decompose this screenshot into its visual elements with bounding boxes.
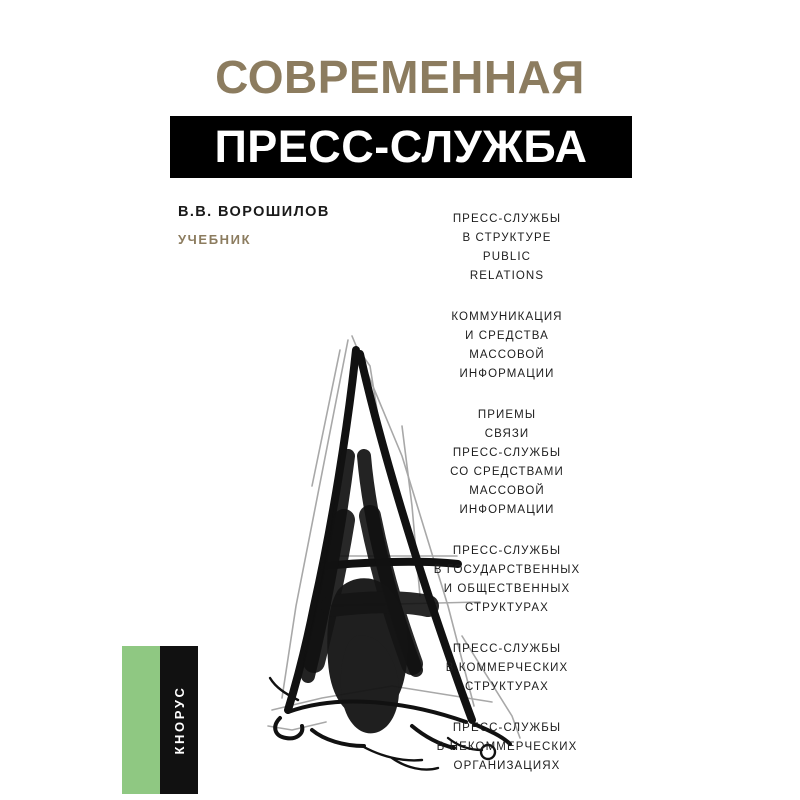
contents-line: СТРУКТУРАХ: [465, 602, 549, 614]
contents-line: В НЕКОММЕРЧЕСКИХ: [436, 741, 578, 753]
book-cover: [122, 6, 678, 794]
contents-line: СВЯЗИ: [484, 428, 530, 440]
contents-group: [372, 719, 642, 776]
contents-line: ПРЕСС-СЛУЖБЫ: [452, 722, 562, 734]
contents-line: RELATIONS: [469, 270, 545, 282]
contents-line: КОММУНИКАЦИЯ: [451, 311, 563, 323]
spine-accent-block: [122, 646, 160, 794]
contents-line: ПРЕСС-СЛУЖБЫ: [452, 447, 562, 459]
book-title-main: СОВРЕМЕННАЯ: [215, 51, 585, 103]
contents-line: В СТРУКТУРЕ: [462, 232, 552, 244]
contents-group: [372, 308, 642, 384]
book-author: В.В. ВОРОШИЛОВ: [178, 204, 330, 220]
contents-line: ПРЕСС-СЛУЖБЫ: [452, 213, 562, 225]
contents-line: ПРЕСС-СЛУЖБЫ: [452, 643, 562, 655]
contents-line: ПРЕСС-СЛУЖБЫ: [452, 545, 562, 557]
book-edition-label: УЧЕБНИК: [178, 232, 252, 247]
contents-line: МАССОВОЙ: [469, 349, 545, 361]
contents-line: И ОБЩЕСТВЕННЫХ: [443, 583, 571, 595]
contents-line: В КОММЕРЧЕСКИХ: [445, 662, 569, 674]
contents-line: ОРГАНИЗАЦИЯХ: [453, 760, 561, 772]
contents-group: [372, 406, 642, 520]
contents-line: СО СРЕДСТВАМИ: [450, 466, 564, 478]
contents-list: [372, 210, 642, 794]
book-title-sub: ПРЕСС-СЛУЖБА: [214, 121, 588, 172]
contents-line: СТРУКТУРАХ: [465, 681, 549, 693]
contents-line: В ГОСУДАРСТВЕННЫХ: [433, 564, 581, 576]
contents-line: ПРИЕМЫ: [477, 409, 537, 421]
contents-group: [372, 640, 642, 697]
contents-line: PUBLIC: [482, 251, 532, 263]
contents-line: МАССОВОЙ: [469, 485, 545, 497]
contents-line: ИНФОРМАЦИИ: [459, 504, 555, 516]
contents-group: [372, 210, 642, 286]
contents-line: ИНФОРМАЦИИ: [459, 368, 555, 380]
contents-line: И СРЕДСТВА: [465, 330, 549, 342]
publisher-name: КНОРУС: [171, 685, 187, 755]
contents-group: [372, 542, 642, 618]
